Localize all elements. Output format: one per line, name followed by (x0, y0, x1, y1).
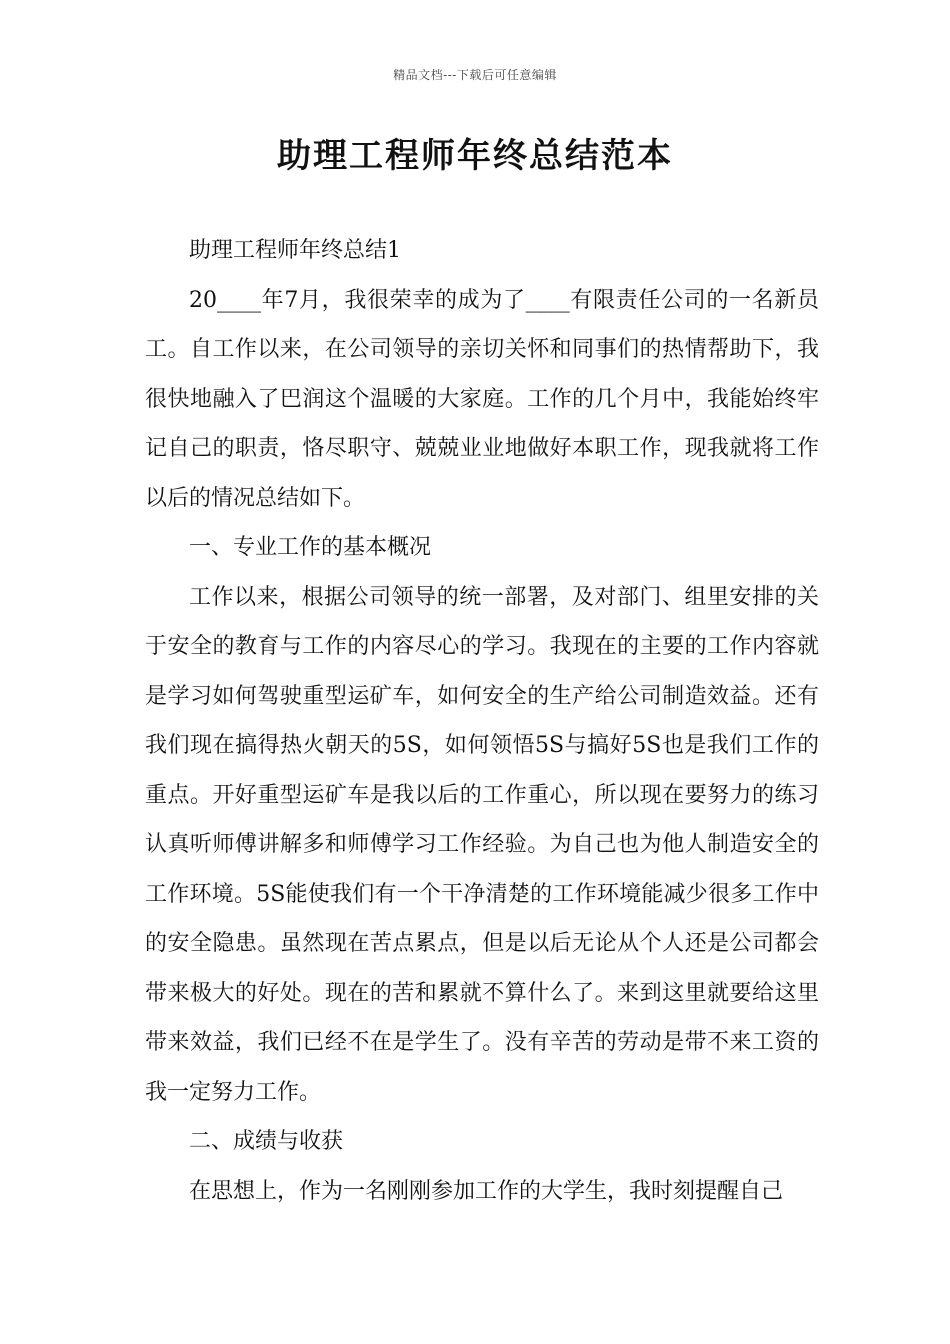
section-heading: 二、成绩与收获 (189, 1129, 344, 1154)
section-heading: 助理工程师年终总结1 (189, 238, 401, 263)
document-body (145, 226, 819, 1216)
section-heading: 一、专业工作的基本概况 (189, 535, 432, 560)
body-paragraph: 在思想上，作为一名刚刚参加工作的大学生，我时刻提醒自己 (189, 1178, 784, 1204)
body-paragraph: 20____年7月，我很荣幸的成为了____有限责任公司的一名新员工。自工作以来，在公司领导的亲切关怀和同事们的热情帮助下，我很快地融入了巴润这个温暖的大家庭。工作的几个月中，我能始终牢记自己的职责，恪尽职守、兢兢业业地做好本职工作，现我就将工作以后的情况总结如下。 (145, 287, 819, 511)
document-title: 助理工程师年终总结范本 (277, 136, 673, 176)
header-note: 精品文档---下载后可任意编辑 (393, 68, 557, 82)
body-paragraph: 工作以来，根据公司领导的统一部署，及对部门、组里安排的关于安全的教育与工作的内容尽心的学习。我现在的主要的工作内容就是学习如何驾驶重型运矿车，如何安全的生产给公司制造效益。还有我们现在搞得热火朝天的5S，如何领悟5S与搞好5S也是我们工作的重点。开好重型运矿车是我以后的工作重心，所以现在要努力的练习认真听师傅讲解多和师傅学习工作经验。为自己也为他人制造安全的工作环境。5S能使我们有一个干净清楚的工作环境能减少很多工作中的安全隐患。虽然现在苦点累点，但是以后无论从个人还是公司都会带来极大的好处。现在的苦和累就不算什么了。来到这里就要给这里带来效益，我们已经不在是学生了。没有辛苦的劳动是带不来工资的我一定努力工作。 (145, 584, 819, 1105)
